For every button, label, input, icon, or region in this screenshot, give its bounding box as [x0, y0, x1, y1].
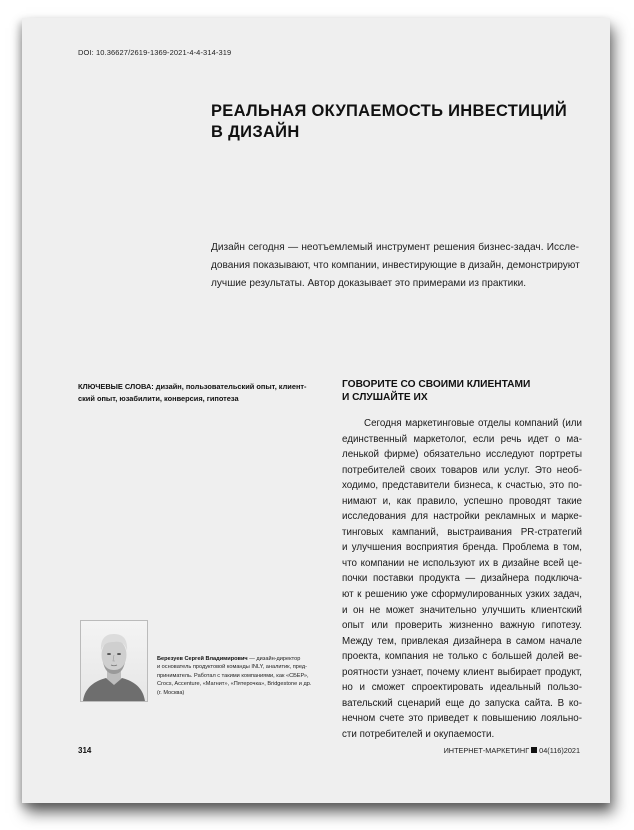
body-line: вательский сценарий еще до запуска сайта. В ко-	[342, 697, 582, 709]
author-bio	[157, 655, 327, 697]
body-line: и улучшения восприятия бренда. Проблема в том,	[342, 542, 582, 554]
abstract-line-3: лучшие результаты. Автор доказывает это примерами из практики.	[211, 277, 527, 289]
body-line: ходимо, представители бизнеса, к счастью, это по-	[342, 480, 582, 492]
body-line: исследования для настройки рекламных и марке-	[342, 511, 582, 523]
body-line: потребителей своих товаров или услуг. Это необ-	[342, 464, 582, 476]
body-line: ют к решению уже сформулированных узких задач,	[342, 589, 582, 601]
author-role: — дизайн-директор	[247, 656, 301, 662]
journal-name: ИНТЕРНЕТ-МАРКЕТИНГ	[443, 746, 530, 755]
abstract-line-1: Дизайн сегодня — неотъемлемый инструмент решения бизнес-задач. Иссле-	[211, 242, 579, 253]
journal-page	[22, 18, 610, 803]
journal-issue: 04(116)2021	[539, 746, 580, 755]
author-bio-line-4: Crocs, Accenture, «Магнит», «Пятерочка», Bridgestone и др.	[157, 681, 312, 688]
section-heading	[342, 378, 592, 404]
square-separator-icon	[531, 747, 537, 753]
body-line: роятности узнает, почему клиент выбирает продукт,	[342, 666, 582, 678]
author-name: Березуев Сергей Владимирович	[157, 656, 248, 662]
author-bio-line-2: и основатель продуктовой команды INLY, аналитик, пред-	[157, 664, 307, 671]
body-line: сти потребителей и окупаемости.	[342, 728, 495, 740]
body-line: что компании не используют их в дизайне всей це-	[342, 557, 582, 569]
section-body	[342, 416, 582, 742]
section-heading-line-2: И СЛУШАЙТЕ ИХ	[342, 392, 428, 403]
page-number: 314	[78, 746, 92, 755]
keywords-line-2: ский опыт, юзабилити, конверсия, гипотеза	[78, 393, 239, 403]
article-abstract	[211, 239, 579, 292]
body-line: почки поставки продукта — дизайнера подключа-	[342, 573, 582, 585]
author-bio-line-1	[157, 655, 327, 663]
keywords-line-1: КЛЮЧЕВЫЕ СЛОВА: дизайн, пользовательский опыт, клиент-	[78, 382, 307, 391]
article-title-line-2: В ДИЗАЙН	[211, 123, 300, 141]
body-line: Между тем, привлекая дизайнера в самом начале	[342, 635, 582, 647]
body-line: единственный маркетолог, если речь идет о ма-	[342, 433, 582, 445]
body-line: проекта, компания не только с большей долей ве-	[342, 651, 582, 663]
body-line: ленькой фирме) обязательно исследуют портреты	[342, 449, 582, 461]
author-bio-line-5: (г. Москва)	[157, 689, 185, 696]
body-line: опыт или проверить жизненно важную гипотезу.	[342, 620, 582, 632]
body-line: нечном счете это приведет к повышению лояльно-	[342, 713, 582, 725]
author-portrait-image	[81, 621, 147, 701]
body-line: нимают и, как правило, успешно проводят такие	[342, 495, 582, 507]
author-photo	[80, 620, 148, 702]
body-line: тинговых кампаний, выстраивания PR-стратегий	[342, 526, 582, 538]
article-title	[211, 101, 571, 143]
article-title-line-1: РЕАЛЬНАЯ ОКУПАЕМОСТЬ ИНВЕСТИЦИЙ	[211, 102, 568, 120]
doi-line: DOI: 10.36627/2619-1369-2021-4-4-314-319	[78, 48, 232, 57]
keywords-block	[78, 381, 318, 404]
body-line: и он не может значительно улучшить клиентский	[342, 604, 582, 616]
body-line: но и сможет спроектировать идеальный пользо-	[342, 682, 582, 694]
journal-footer	[444, 746, 580, 755]
author-bio-line-3: приниматель. Работал с такими компаниями, как «СБЕР»,	[157, 672, 309, 679]
section-heading-line-1: ГОВОРИТЕ СО СВОИМИ КЛИЕНТАМИ	[342, 379, 531, 390]
abstract-line-2: дования показывают, что компании, инвестирующие в дизайн, демонстрируют	[211, 259, 580, 271]
body-line: Сегодня маркетинговые отделы компаний (или	[364, 418, 582, 429]
